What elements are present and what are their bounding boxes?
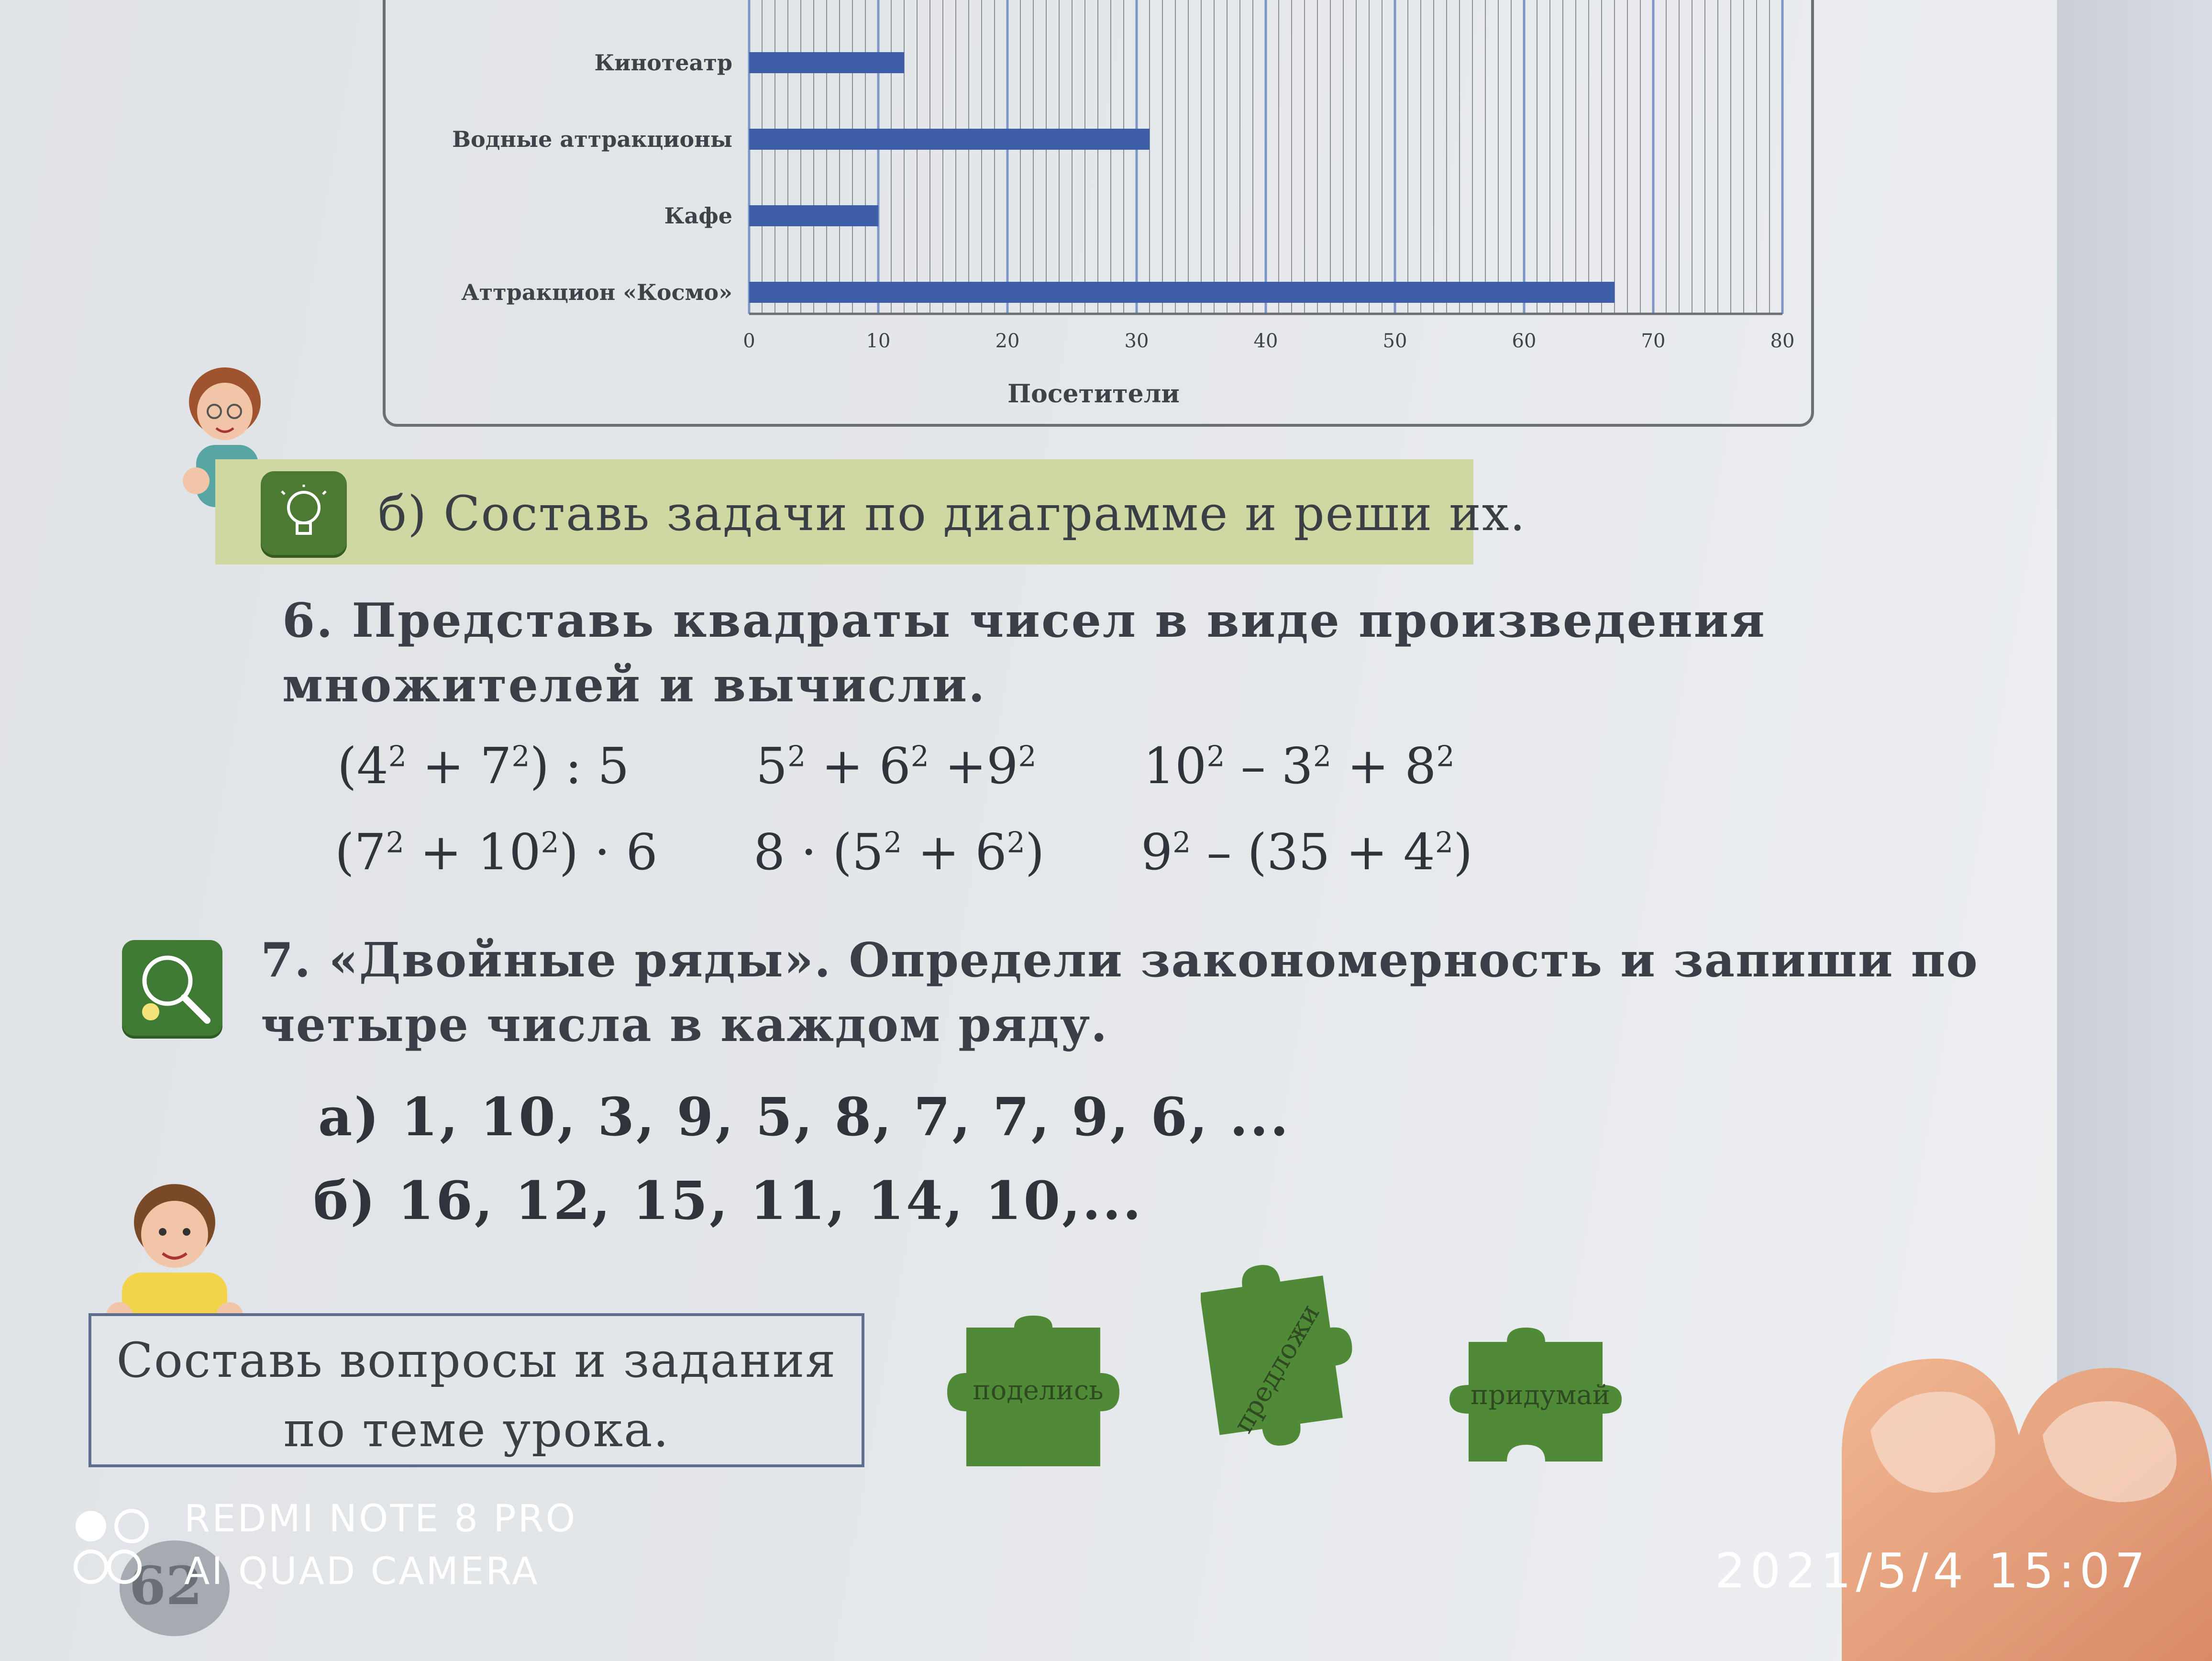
questions-line-1: Составь вопросы и задания: [116, 1332, 837, 1388]
x-tick-label: 0: [743, 330, 755, 352]
puzzle-piece-suggest: [1201, 1253, 1363, 1473]
sequence-a: а) 1, 10, 3, 9, 5, 8, 7, 7, 9, 6, ...: [318, 1086, 1291, 1148]
watermark-camera: AI QUAD CAMERA: [184, 1550, 540, 1593]
expression: $10^2 - 3^2 + 8^2$: [1143, 737, 1455, 795]
expression: $5^2 + 6^2 +9^2$: [756, 737, 1037, 795]
watermark-device: REDMI NOTE 8 PRO: [184, 1497, 577, 1540]
category-label: Водные аттракционы: [452, 126, 732, 152]
x-tick-label: 80: [1770, 330, 1795, 352]
x-tick-label: 70: [1641, 330, 1666, 352]
expression: $8 \cdot (5^2 + 6^2)$: [753, 823, 1045, 881]
bar-chart: [386, 0, 1811, 424]
category-label: Кинотеатр: [594, 50, 732, 76]
category-label: Аттракцион «Космо»: [461, 279, 732, 305]
task-7-text: 7. «Двойные ряды». Определи закономерность и запиши по четыре числа в каждом ряду.: [261, 933, 1979, 1052]
questions-box: [88, 1313, 864, 1467]
puzzle-label-suggest: предложи: [1228, 1299, 1326, 1439]
bar: [749, 52, 904, 73]
magnifier-icon: [122, 940, 222, 1036]
category-label: Кафе: [664, 203, 732, 229]
x-tick-label: 60: [1512, 330, 1537, 352]
bar: [749, 282, 1615, 303]
bar: [749, 205, 878, 226]
watermark-datetime: 2021/5/4 15:07: [1715, 1543, 2150, 1599]
puzzle-label-invent: придумай: [1470, 1380, 1611, 1411]
sequence-b: б) 16, 12, 15, 11, 14, 10,...: [313, 1170, 1143, 1231]
questions-line-2: по теме урока.: [283, 1402, 670, 1458]
lightbulb-icon: [261, 471, 347, 555]
camera-logo-icon: [72, 1507, 153, 1588]
finger-photo: [1842, 1359, 2212, 1661]
bar: [749, 129, 1150, 150]
x-tick-label: 10: [866, 330, 891, 352]
banner-text: б) Составь задачи по диаграмме и реши их.: [378, 486, 1526, 542]
task-6-text: 6. Представь квадраты чисел в виде произведения множителей и вычисли.: [282, 593, 1766, 713]
expression: $(4^2 + 7^2)$ : 5: [337, 737, 630, 795]
x-tick-label: 30: [1124, 330, 1149, 352]
bar-chart-frame: [383, 0, 1814, 427]
x-tick-label: 20: [995, 330, 1020, 352]
page-number: 62: [120, 1540, 230, 1636]
puzzle-piece-invent: [1421, 1325, 1650, 1464]
boy-illustration: [103, 1177, 246, 1330]
puzzle-label-share: поделись: [973, 1375, 1104, 1406]
expression: $9^2 - (35 + 4^2)$: [1141, 823, 1473, 881]
x-tick-label: 40: [1253, 330, 1278, 352]
puzzle-piece-share: [918, 1311, 1148, 1469]
x-axis-title: Посетители: [1007, 379, 1180, 409]
expression: $(7^2 + 10^2) \cdot 6$: [335, 823, 658, 881]
x-tick-label: 50: [1382, 330, 1407, 352]
